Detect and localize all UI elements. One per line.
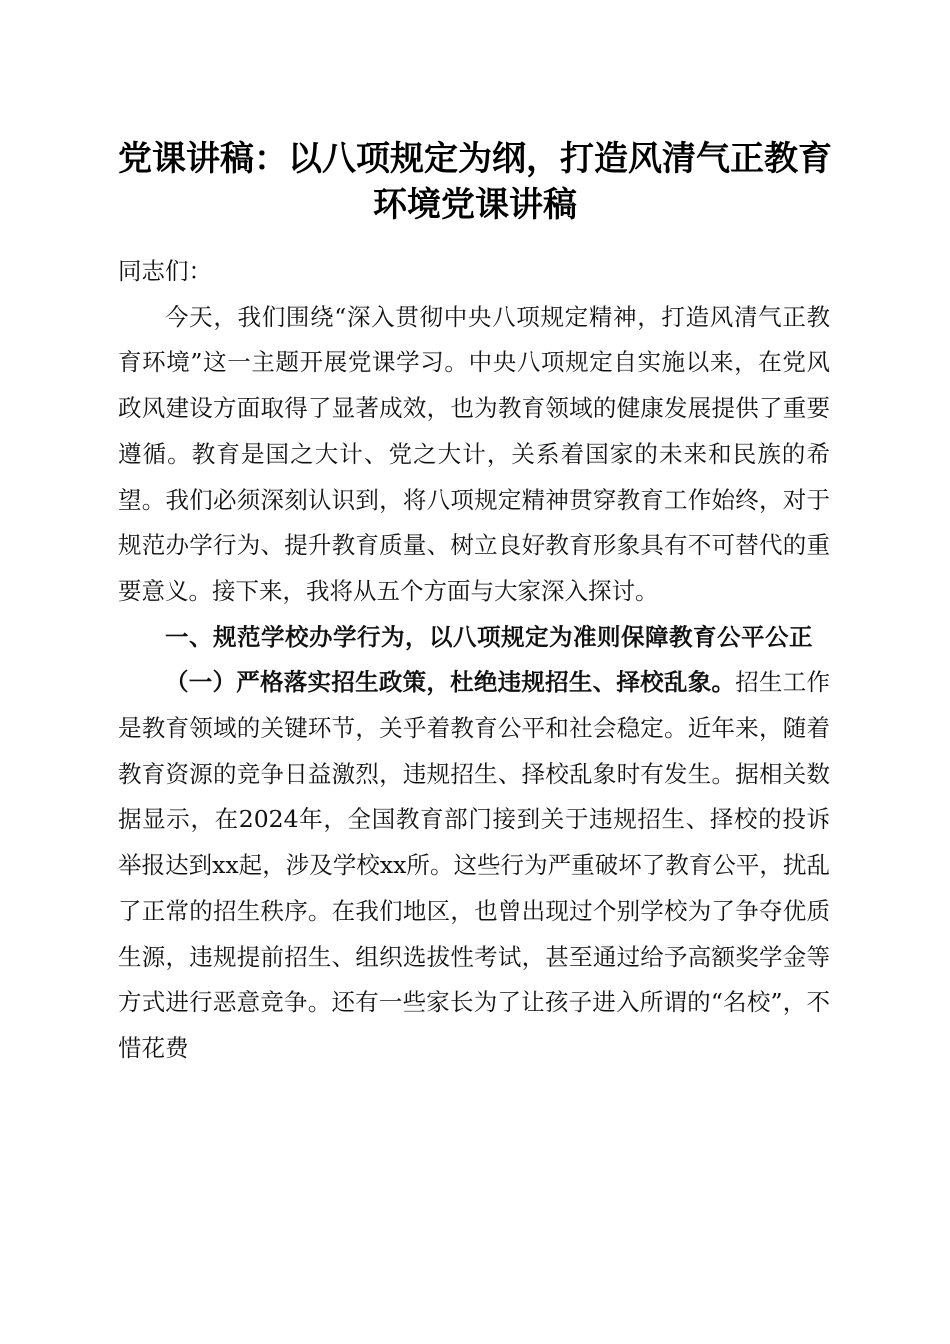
subsection-heading: （一）严格落实招生政策，杜绝违规招生、择校乱象。	[165, 668, 736, 697]
document-title: 党课讲稿：以八项规定为纲，打造风清气正教育环境党课讲稿	[118, 139, 832, 225]
subsection-text: 招生工作是教育领域的关键环节，关乎着教育公平和社会稳定。近年来，随着教育资源的竞争日益激烈，违规招生、择校乱象时有发生。据相关数据显示，在2024年，全国教育部门接到关于违规招生、择校的投诉举报达到xx起，涉及学校xx所。这些行为严重破坏了教育公平，扰乱了正常的招生秩序。在我们地区，也曾出现过个别学校为了争夺优质生源，违规提前招生、组织选拔性考试，甚至通过给予高额奖学金等方式进行恶意竞争。还有一些家长为了让孩子进入所谓的“名校”，不惜花费	[118, 668, 831, 1062]
subsection-paragraph	[118, 660, 830, 1071]
document-body	[118, 249, 830, 1072]
intro-paragraph: 今天，我们围绕“深入贯彻中央八项规定精神，打造风清气正教育环境”这一主题开展党课学习。中央八项规定自实施以来，在党风政风建设方面取得了显著成效，也为教育领域的健康发展提供了重要遵循。教育是国之大计、党之大计，关系着国家的未来和民族的希望。我们必须深刻认识到，将八项规定精神贯穿教育工作始终，对于规范办学行为、提升教育质量、树立良好教育形象具有不可替代的重要意义。接下来，我将从五个方面与大家深入探讨。	[118, 302, 830, 605]
section-heading: 一、规范学校办学行为，以八项规定为准则保障教育公平公正	[165, 622, 813, 651]
salutation: 同志们：	[118, 257, 212, 285]
